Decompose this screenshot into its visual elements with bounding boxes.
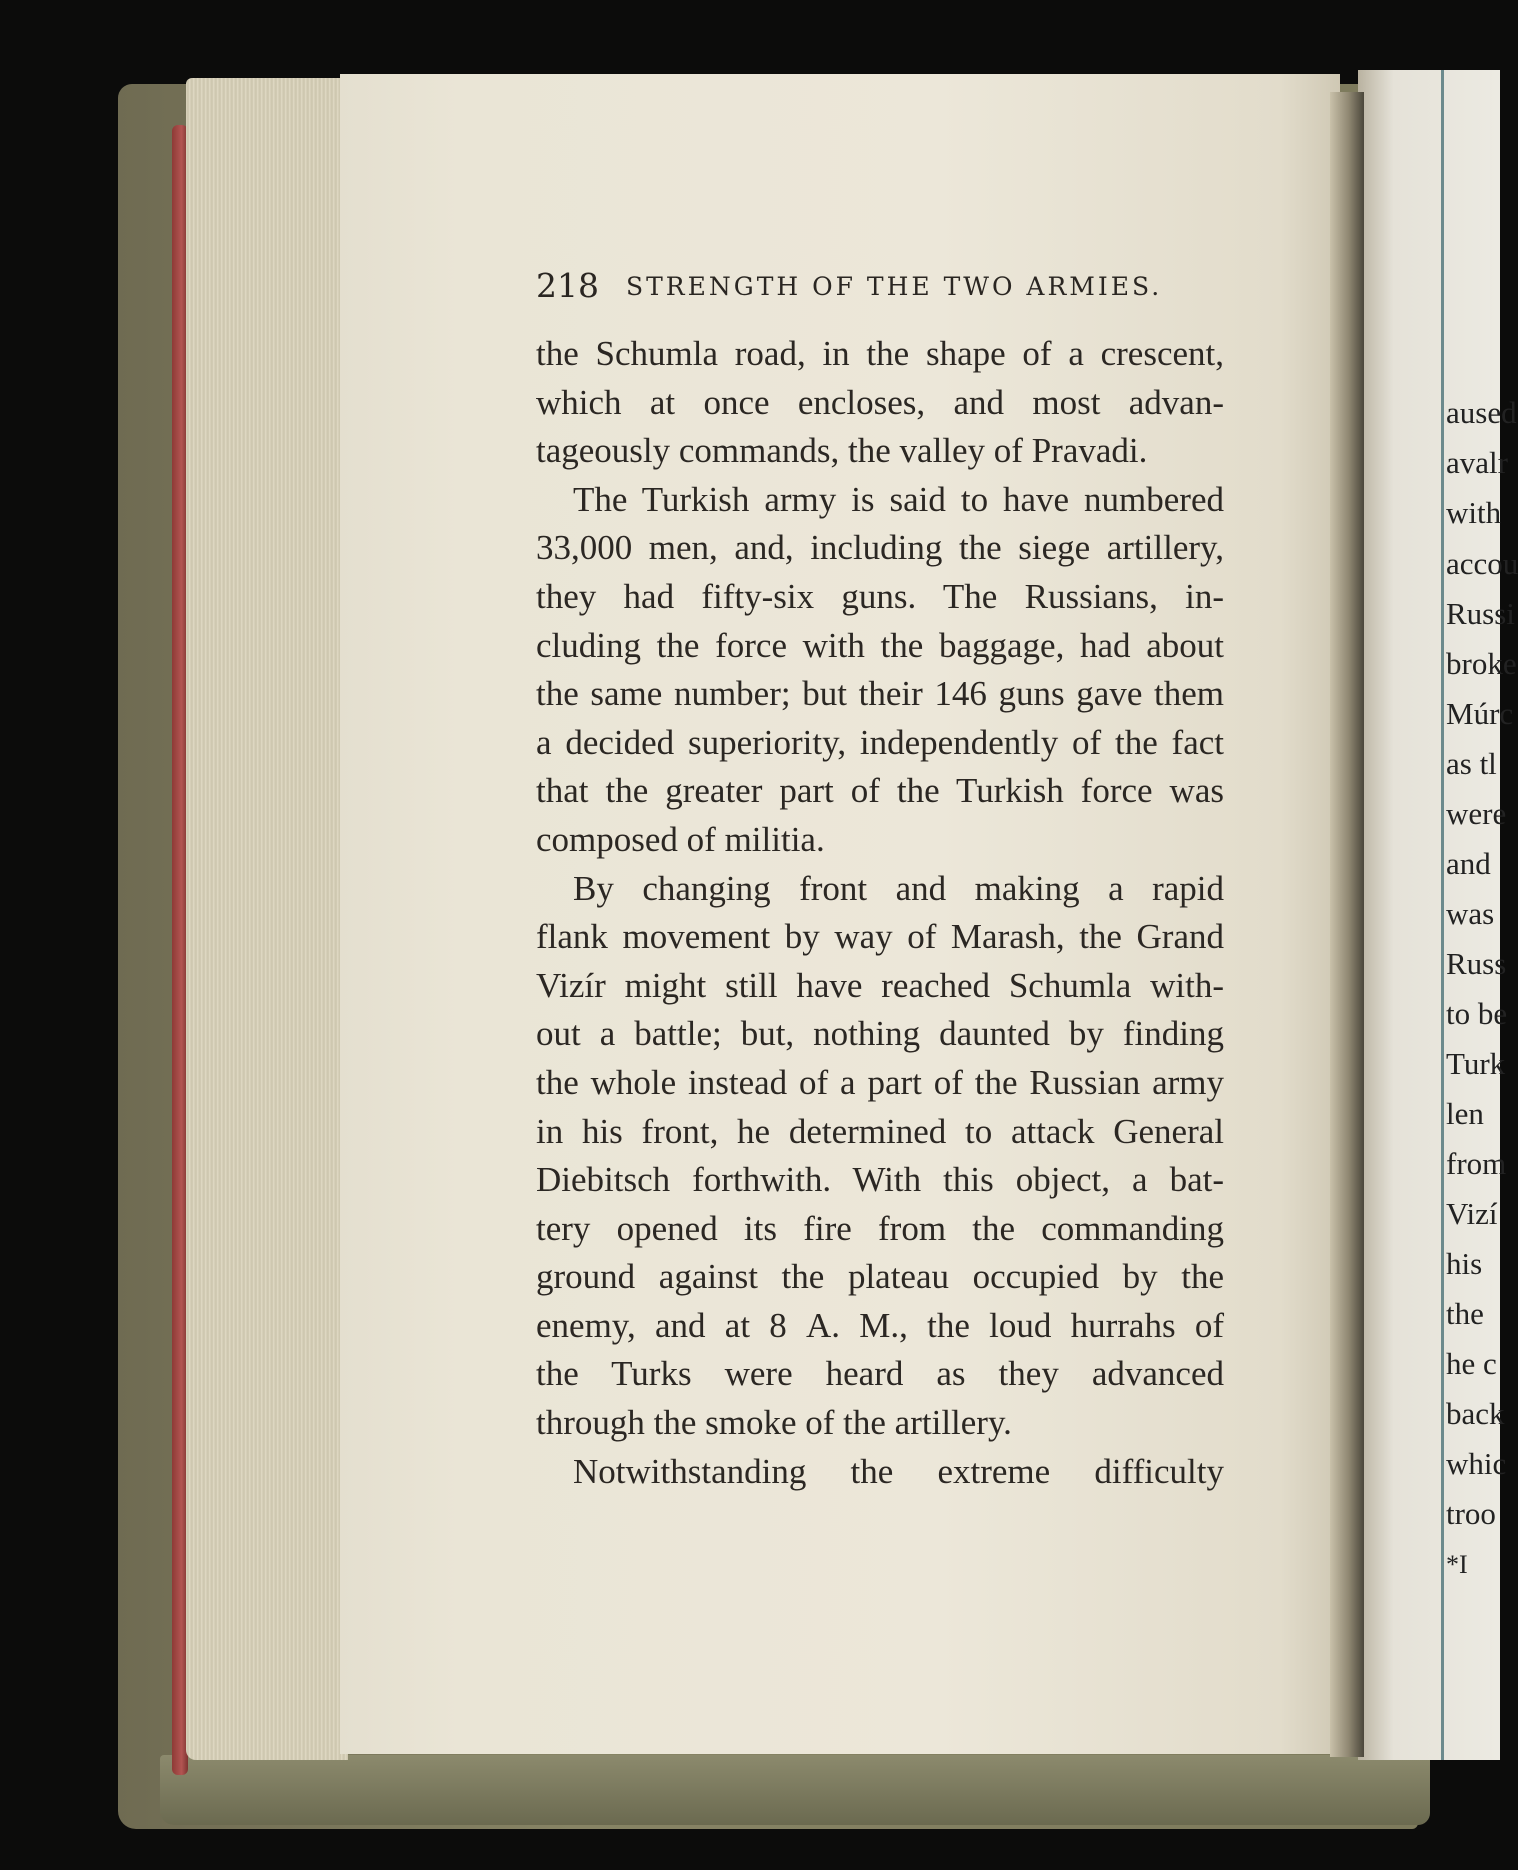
text-line: ground against the plateau occupied by the — [536, 1257, 1224, 1297]
text-segment: enemy, and at 8 — [536, 1305, 807, 1345]
facing-page-fragment: *I — [1446, 1550, 1468, 1579]
facing-page-fragment: were — [1446, 796, 1507, 831]
text-line: By changing front and making a rapid — [573, 868, 1224, 908]
text-line: Notwithstanding the extreme difficulty — [573, 1451, 1224, 1491]
text-line: flank movement by way of Marash, the Grand — [536, 917, 1224, 957]
facing-page-fragment: broke — [1446, 646, 1517, 681]
facing-page-fragment: as tl — [1446, 746, 1497, 781]
facing-page-fragment: from — [1446, 1146, 1507, 1181]
facing-page-fragment: the — [1446, 1296, 1484, 1331]
text-line: 33,000 men, and, including the siege artillery, — [536, 528, 1224, 568]
time-abbreviation: A. M. — [806, 1305, 900, 1345]
facing-page-fragment: aused — [1446, 395, 1517, 430]
facing-page-fragment: Vizí — [1446, 1196, 1498, 1231]
facing-page-fragment: avalr — [1446, 445, 1508, 480]
text-line: that the greater part of the Turkish force was — [536, 771, 1224, 811]
text-line: Vizír might still have reached Schumla with- — [536, 965, 1224, 1005]
facing-page-fragment: accou — [1446, 546, 1518, 581]
facing-page-fragment: Russi — [1446, 596, 1515, 631]
facing-page-fragment: troo — [1446, 1496, 1496, 1531]
facing-page-fragment: len — [1446, 1096, 1484, 1131]
text-line: the Turks were heard as they advanced — [536, 1354, 1224, 1394]
facing-page-fragment: with — [1446, 495, 1502, 530]
body-text — [536, 330, 1224, 1496]
page-number: 218 — [536, 266, 599, 305]
facing-page-fragment: was — [1446, 896, 1495, 931]
facing-page-fragment: his — [1446, 1246, 1483, 1281]
text-line: Diebitsch forthwith. With this object, a bat- — [536, 1160, 1224, 1200]
text-line: tageously commands, the valley of Pravadi. — [536, 431, 1148, 471]
facing-page — [1358, 70, 1518, 1760]
text-line: the Schumla road, in the shape of a crescent, — [536, 334, 1224, 373]
facing-page-margin-rule — [1441, 70, 1444, 1760]
facing-page-fragment: Russ — [1446, 946, 1507, 981]
facing-page-fragment: Turk — [1446, 1046, 1506, 1081]
text-line: the same number; but their 146 guns gave them — [536, 674, 1224, 714]
facing-page-fragment: he c — [1446, 1346, 1497, 1381]
text-line: the whole instead of a part of the Russian army — [536, 1062, 1224, 1102]
text-line: tery opened its fire from the commanding — [536, 1208, 1224, 1248]
page-stack-edges — [186, 78, 348, 1760]
facing-page-fragment: to be — [1446, 996, 1508, 1031]
text-line: composed of militia. — [536, 819, 825, 859]
facing-page-fragment: Múrc — [1446, 696, 1514, 731]
facing-page-fragment: back — [1446, 1396, 1505, 1431]
book-cover-bottom-edge — [160, 1755, 1430, 1825]
text-line: which at once encloses, and most advan- — [536, 382, 1224, 422]
facing-page-fragment: and — [1446, 846, 1491, 881]
text-line: in his front, he determined to attack General — [536, 1111, 1224, 1151]
text-line: The Turkish army is said to have numbered — [573, 479, 1224, 519]
text-line — [536, 1302, 1224, 1351]
facing-page-fragment: whic — [1446, 1446, 1507, 1481]
text-line: out a battle; but, nothing daunted by finding — [536, 1014, 1224, 1054]
text-line: cluding the force with the baggage, had about — [536, 625, 1224, 665]
page-gutter — [1330, 92, 1364, 1757]
page-header — [536, 266, 1226, 306]
text-line: through the smoke of the artillery. — [536, 1403, 1012, 1443]
text-segment: , the loud hurrahs of — [899, 1305, 1224, 1345]
text-line: a decided superiority, independently of the fact — [536, 722, 1224, 762]
running-head: STRENGTH OF THE TWO ARMIES. — [626, 272, 1163, 301]
text-line: they had fifty-six guns. The Russians, in- — [536, 576, 1224, 616]
